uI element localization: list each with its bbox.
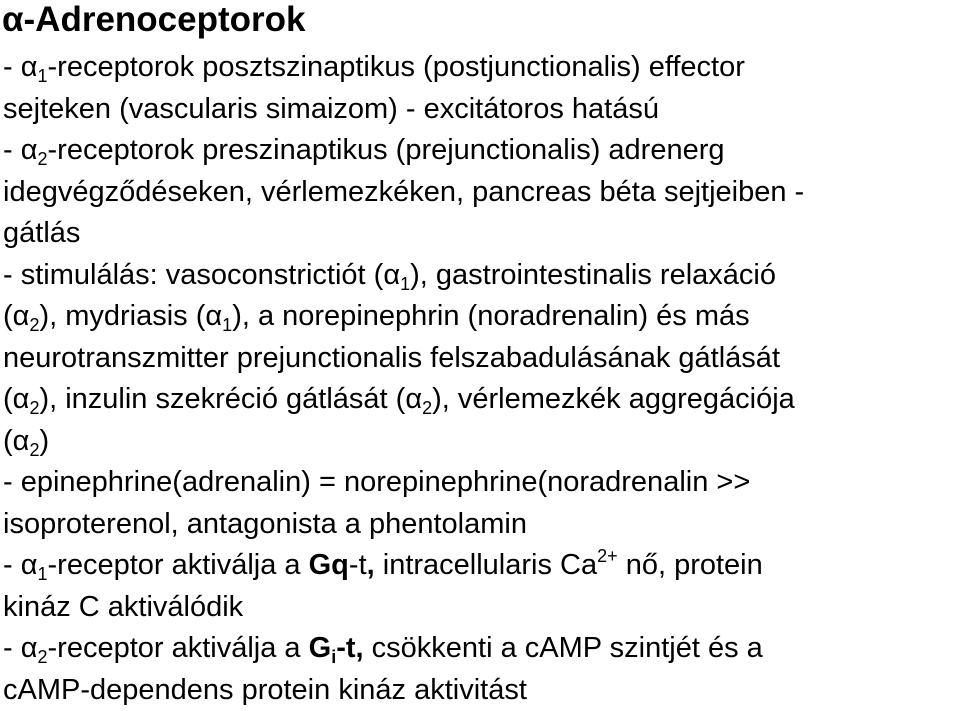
text-run: - α xyxy=(3,134,37,166)
bold-text: Gq xyxy=(309,549,349,581)
text-line xyxy=(3,545,958,587)
text-line xyxy=(3,462,958,504)
text-line xyxy=(3,338,958,380)
bold-text: G xyxy=(309,632,332,664)
bold-text: , xyxy=(367,549,375,581)
text-line xyxy=(3,670,958,711)
text-run: ), a norepinephrin (noradrenalin) és más xyxy=(232,300,749,332)
subscript: 1 xyxy=(400,274,410,294)
subscript: 1 xyxy=(37,564,47,584)
text-run: isoproterenol, antagonista a phentolamin xyxy=(3,508,527,540)
text-line xyxy=(3,628,958,670)
text-run: neurotranszmitter prejunctionalis felszabadulásának gátlását xyxy=(3,342,780,374)
text-run: - α xyxy=(3,51,37,83)
text-line xyxy=(3,130,958,172)
text-run: -receptor aktiválja a xyxy=(48,632,309,664)
text-run: (α xyxy=(3,425,29,457)
text-line xyxy=(3,47,958,89)
superscript: 2+ xyxy=(597,546,618,566)
subscript: 1 xyxy=(37,66,47,86)
text-run: ), inzulin szekréció gátlását (α xyxy=(39,383,422,415)
text-line xyxy=(3,172,958,214)
text-run: csökkenti a cAMP szintjét és a xyxy=(364,632,763,664)
text-run: -receptorok posztszinaptikus (postjunctionalis) effector xyxy=(48,51,745,83)
subscript: 2 xyxy=(29,440,39,460)
text-run: (α xyxy=(3,300,29,332)
text-run: -receptor aktiválja a xyxy=(48,549,309,581)
text-run: gátlás xyxy=(3,217,80,249)
text-run: cAMP-dependens protein kináz aktivitást xyxy=(3,674,527,706)
subscript: i xyxy=(331,647,336,667)
text-line xyxy=(3,296,958,338)
text-line xyxy=(3,587,958,629)
text-run: -t xyxy=(349,549,367,581)
text-run: ) xyxy=(39,425,49,457)
text-line xyxy=(3,213,958,255)
text-run: - epinephrine(adrenalin) = norepinephrine(noradrenalin >> xyxy=(3,466,750,498)
text-run: idegvégződéseken, vérlemezkéken, pancreas béta sejtjeiben - xyxy=(3,176,804,208)
text-run: kináz C aktiválódik xyxy=(3,591,243,623)
text-line xyxy=(3,421,958,463)
text-line xyxy=(3,255,958,297)
slide-body xyxy=(3,47,958,711)
text-run: nő, protein xyxy=(618,549,763,581)
text-run: - stimulálás: vasoconstrictiót (α xyxy=(3,259,400,291)
subscript: 1 xyxy=(222,315,232,335)
text-run: - α xyxy=(3,549,37,581)
subscript: 2 xyxy=(29,315,39,335)
text-run: ), mydriasis (α xyxy=(39,300,222,332)
page-title: α-Adrenoceptorok xyxy=(2,0,305,40)
text-run: intracellularis Ca xyxy=(375,549,597,581)
text-run: (α xyxy=(3,383,29,415)
text-run: -receptorok preszinaptikus (prejunctionalis) adrenerg xyxy=(48,134,725,166)
text-run: ), gastrointestinalis relaxáció xyxy=(410,259,776,291)
subscript: 2 xyxy=(29,398,39,418)
text-line xyxy=(3,379,958,421)
subscript: 2 xyxy=(37,149,47,169)
subscript: 2 xyxy=(422,398,432,418)
bold-text: -t, xyxy=(336,632,363,664)
text-run: sejteken (vascularis simaizom) - excitátoros hatású xyxy=(3,93,659,125)
text-run: ), vérlemezkék aggregációja xyxy=(432,383,795,415)
text-line xyxy=(3,504,958,546)
text-run: - α xyxy=(3,632,37,664)
subscript: 2 xyxy=(37,647,47,667)
text-line xyxy=(3,89,958,131)
